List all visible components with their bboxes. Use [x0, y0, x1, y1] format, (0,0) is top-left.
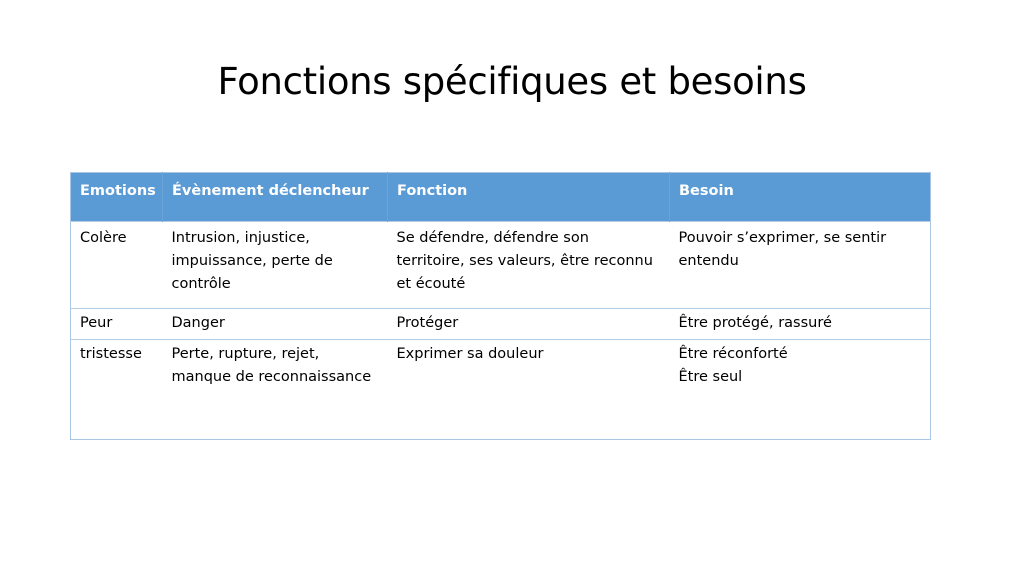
cell-fonction: Protéger [388, 309, 670, 340]
header-evenement-declencheur: Évènement déclencheur [163, 173, 388, 222]
header-emotions: Emotions [71, 173, 163, 222]
cell-besoin [670, 309, 931, 340]
emotions-table [70, 172, 931, 440]
table-row [71, 222, 931, 309]
besoin-line: Être protégé, rassuré [678, 315, 832, 331]
cell-evenement: Perte, rupture, rejet, manque de reconnaissance [163, 340, 388, 440]
table-row [71, 309, 931, 340]
cell-fonction: Exprimer sa douleur [388, 340, 670, 440]
cell-fonction: Se défendre, défendre son territoire, ses valeurs, être reconnu et écouté [388, 222, 670, 309]
cell-evenement: Intrusion, injustice, impuissance, perte de contrôle [163, 222, 388, 309]
besoin-line: Être seul [678, 369, 743, 385]
cell-evenement: Danger [163, 309, 388, 340]
header-fonction: Fonction [388, 173, 670, 222]
table-row [71, 340, 931, 440]
header-besoin: Besoin [670, 173, 931, 222]
cell-emotion: Colère [71, 222, 163, 309]
besoin-line: Pouvoir s’exprimer, se sentir entendu [678, 230, 887, 269]
cell-besoin [670, 222, 931, 309]
cell-besoin [670, 340, 931, 440]
slide-title: Fonctions spécifiques et besoins [217, 60, 807, 103]
besoin-line: Être réconforté [678, 346, 788, 362]
cell-emotion: Peur [71, 309, 163, 340]
cell-emotion: tristesse [71, 340, 163, 440]
table-header-row [71, 173, 931, 222]
